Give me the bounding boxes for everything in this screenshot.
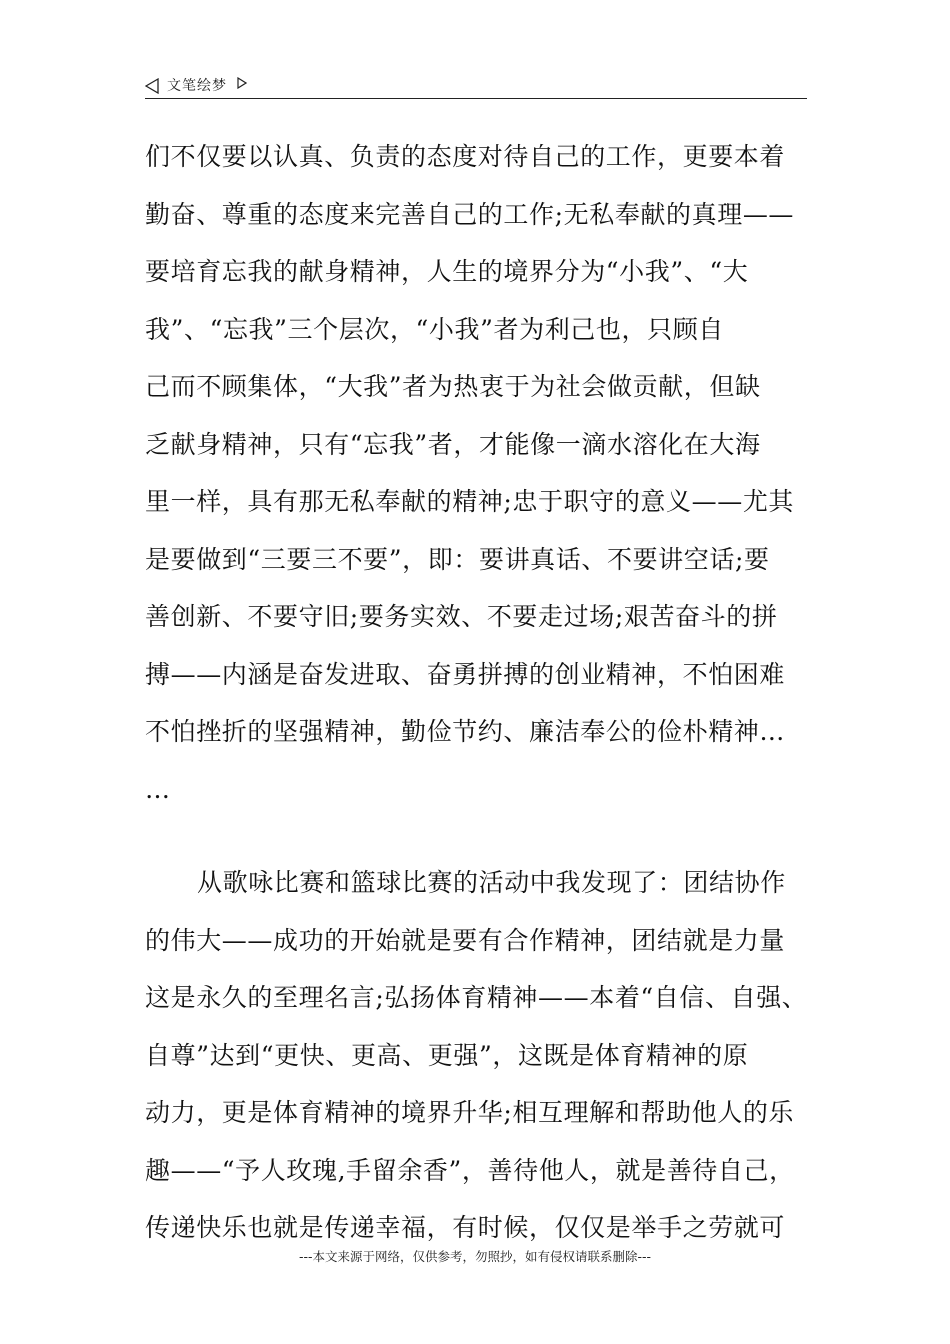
text-line: 的伟大——成功的开始就是要有合作精神，团结就是力量 <box>145 925 786 955</box>
text-line: 里一样，具有那无私奉献的精神;忠于职守的意义——尤其 <box>145 487 795 516</box>
text-line: 们不仅要以认真、负责的态度对待自己的工作，更要本着 <box>145 142 786 171</box>
text-line: 从歌咏比赛和篮球比赛的活动中我发现了：团结协作 <box>197 868 786 897</box>
text-line: 善创新、不要守旧;要务实效、不要走过场;艰苦奋斗的拼 <box>145 602 778 631</box>
text-line: 己而不顾集体，“大我”者为热衷于为社会做贡献，但缺 <box>145 372 761 401</box>
text-line: 勤奋、尊重的态度来完善自己的工作;无私奉献的真理—— <box>145 199 795 229</box>
text-line: 这是永久的至理名言;弘扬体育精神——本着“自信、自强、 <box>145 983 808 1012</box>
page-footer: ---本文来源于网络，仅供参考，勿照抄，如有侵权请联系删除--- <box>298 1249 652 1264</box>
paragraph-1 <box>145 128 815 818</box>
text-line: 自尊”达到“更快、更高、更强”，这既是体育精神的原 <box>145 1040 749 1070</box>
text-line: … <box>145 774 171 804</box>
paragraph-2 <box>145 854 815 1257</box>
text-line: 要培育忘我的献身精神，人生的境界分为“小我”、“大 <box>145 257 749 286</box>
text-line: 我”、“忘我”三个层次，“小我”者为利己也，只顾自 <box>145 314 724 344</box>
text-line: 动力，更是体育精神的境界升华;相互理解和帮助他人的乐 <box>145 1098 795 1127</box>
paragraph-gap <box>145 818 815 854</box>
text-line: 不怕挫折的坚强精神，勤俭节约、廉洁奉公的俭朴精神… <box>145 717 786 746</box>
document-body <box>145 128 815 1257</box>
text-line: 乏献身精神，只有“忘我”者，才能像一滴水溶化在大海 <box>145 429 761 459</box>
triangle-right-icon <box>237 77 247 89</box>
text-line: 传递快乐也就是传递幸福，有时候，仅仅是举手之劳就可 <box>145 1213 786 1242</box>
page-header <box>145 72 807 99</box>
triangle-left-icon <box>145 78 159 94</box>
text-line: 是要做到“三要三不要”，即：要讲真话、不要讲空话;要 <box>145 544 770 574</box>
text-line: 搏——内涵是奋发进取、奋勇拼搏的创业精神，不怕困难 <box>145 659 786 689</box>
header-brand: 文笔绘梦 <box>167 78 227 94</box>
text-line: 趣——“予人玫瑰,手留余香”，善待他人，就是善待自己， <box>145 1155 795 1185</box>
